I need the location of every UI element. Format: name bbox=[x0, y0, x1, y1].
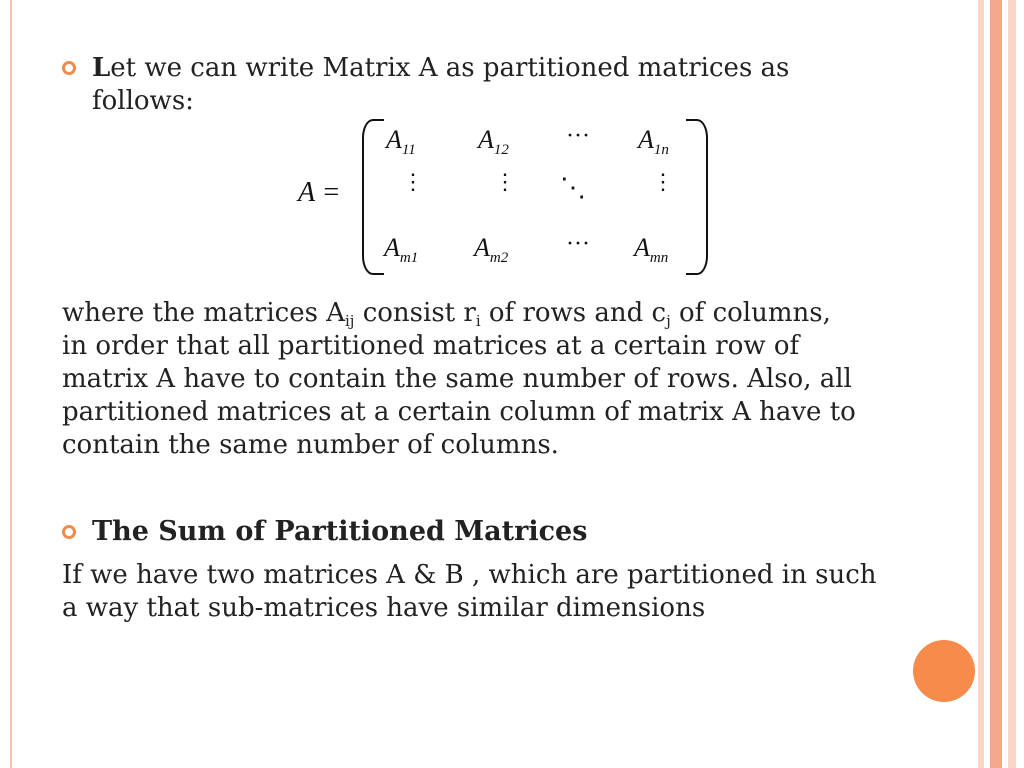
stripe-1 bbox=[978, 0, 984, 768]
matrix-vdots-col1: ⋮ bbox=[402, 169, 424, 194]
paragraph-line-1: where the matrices $A_{ij}$ consist $r_i$ of rows and $c_j$ of columns, bbox=[62, 298, 831, 330]
paragraph-line-5: contain the same number of columns. bbox=[62, 430, 559, 460]
right-decorative-stripes bbox=[978, 0, 1024, 768]
left-border bbox=[0, 0, 12, 768]
intro-text bbox=[92, 52, 912, 118]
right-parenthesis bbox=[686, 119, 708, 275]
bullet-icon bbox=[62, 525, 76, 539]
stripe-3 bbox=[1008, 0, 1016, 768]
paragraph-line-3: matrix A have to contain the same number of rows. Also, all bbox=[62, 364, 852, 394]
intro-line1: et we can write Matrix A as partitioned matrices as bbox=[110, 53, 790, 83]
matrix-vdots-col4: ⋮ bbox=[652, 169, 674, 194]
matrix-ddots: ⋱ bbox=[560, 173, 586, 202]
matrix-cell-am1: $A_{m1}$ bbox=[384, 233, 419, 266]
matrix-cell-a12: $A_{12}$ bbox=[478, 125, 509, 158]
bullet-icon bbox=[62, 61, 76, 75]
matrix-cell-a11: $A_{11}$ bbox=[386, 125, 416, 158]
sum-heading: The Sum of Partitioned Matrices bbox=[92, 516, 588, 547]
intro-first-letter: L bbox=[92, 53, 111, 83]
matrix-hdots-row1: ··· bbox=[566, 123, 590, 149]
partition-paragraph bbox=[62, 297, 962, 462]
matrix-lhs: A = bbox=[298, 177, 341, 208]
intro-line2: follows: bbox=[92, 86, 194, 116]
paragraph-line-4: partitioned matrices at a certain column of matrix A have to bbox=[62, 397, 856, 427]
matrix-cell-am2: $A_{m2}$ bbox=[474, 233, 509, 266]
left-parenthesis bbox=[362, 119, 384, 275]
matrix-equation bbox=[298, 115, 718, 280]
matrix-hdots-row3: ··· bbox=[566, 231, 590, 257]
matrix-cell-amn: $A_{mn}$ bbox=[634, 233, 669, 266]
orange-circle-decoration bbox=[913, 640, 975, 702]
matrix-cell-a1n: $A_{1n}$ bbox=[638, 125, 669, 158]
paragraph-line-2: in order that all partitioned matrices at a certain row of bbox=[62, 331, 800, 361]
sum-line-1: If we have two matrices A & B , which are partitioned in such bbox=[62, 560, 877, 590]
stripe-2 bbox=[990, 0, 1002, 768]
sum-line-2: a way that sub-matrices have similar dimensions bbox=[62, 593, 706, 623]
sum-text bbox=[62, 559, 962, 625]
matrix-vdots-col2: ⋮ bbox=[494, 169, 516, 194]
